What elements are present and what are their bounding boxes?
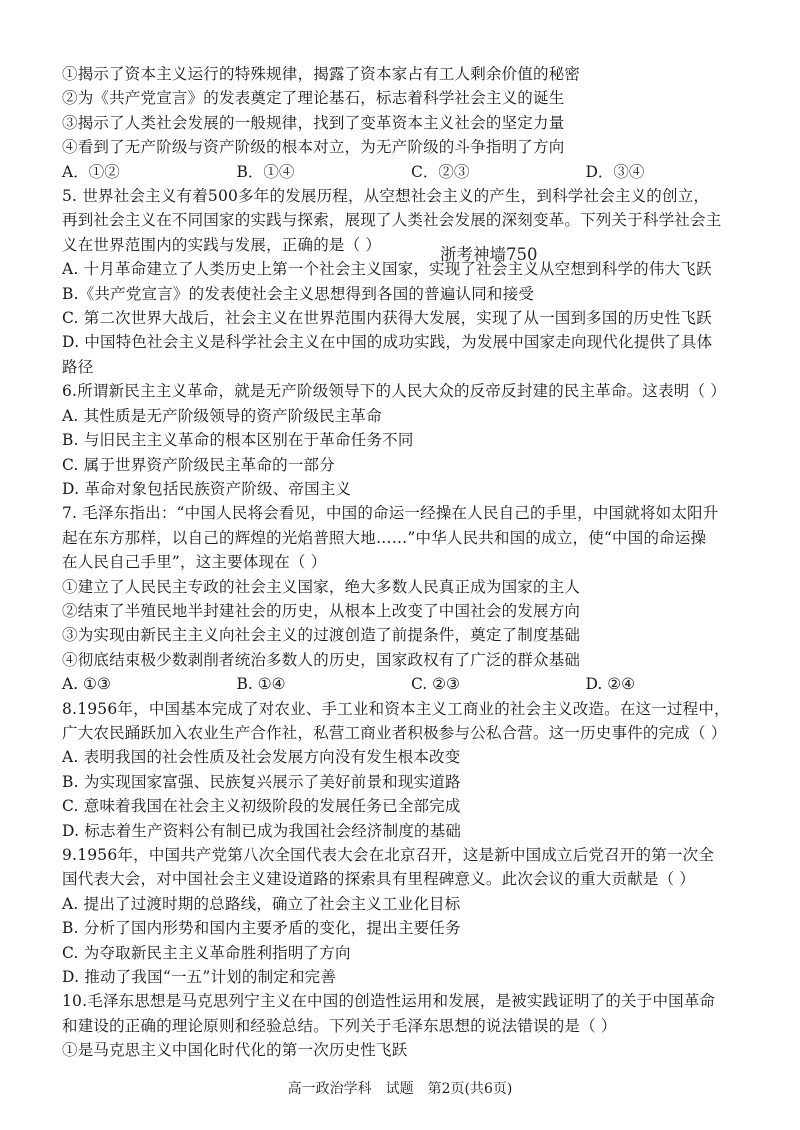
q8-option-d: D. 标志着生产资料公有制已成为我国社会经济制度的基础 xyxy=(62,821,462,840)
q8-stem-line: 广大农民踊跃加入农业生产合作社，私营工商业者积极参与公私合营。这一历史事件的完成（ ） xyxy=(62,723,727,742)
q7-stem-line: 起在东方那样，以自己的辉煌的光焰普照大地……”中华人民共和国的成立，使“中国的命运操 xyxy=(62,528,707,547)
q7-option-b: B. ①④ xyxy=(236,675,286,694)
q6-stem-line: 6.所谓新民主主义革命，就是无产阶级领导下的人民大众的反帝反封建的民主革命。这表明（ ） xyxy=(62,382,727,401)
q9-option-c: C. 为夺取新民主主义革命胜利指明了方向 xyxy=(62,943,351,962)
q4-option-b: B．①④ xyxy=(236,162,295,181)
q4-statement: ②为《共产党宣言》的发表奠定了理论基石，标志着科学社会主义的诞生 xyxy=(62,89,565,108)
q6-option-c: C. 属于世界资产阶级民主革命的一部分 xyxy=(62,455,335,474)
page-footer: 高一政治学科 试题 第2页(共6页) xyxy=(287,1081,513,1097)
q4-statements xyxy=(62,62,760,160)
q8-option-a: A. 表明我国的社会性质及社会发展方向没有发生根本改变 xyxy=(62,748,461,767)
q9-option-d: D. 推动了我国“一五”计划的制定和完善 xyxy=(62,968,337,987)
q4-statement: ③揭示了人类社会发展的一般规律，找到了变革资本主义社会的坚定力量 xyxy=(62,113,565,132)
q4-options xyxy=(62,160,760,184)
q4-statement: ④看到了无产阶级与资产阶级的根本对立，为无产阶级的斗争指明了方向 xyxy=(62,138,565,157)
q6-option-b: B. 与旧民主主义革命的根本区别在于革命任务不同 xyxy=(62,431,414,450)
q7-statement: ②结束了半殖民地半封建社会的历史，从根本上改变了中国社会的发展方向 xyxy=(62,601,581,620)
question-5 xyxy=(62,184,760,379)
q5-stem-line: 5. 世界社会主义有着500多年的发展历程，从空想社会主义的产生，到科学社会主义的创立， xyxy=(62,187,710,206)
watermark-text: 浙考神墙750 xyxy=(440,245,538,264)
q8-option-b: B. 为实现国家富强、民族复兴展示了美好前景和现实道路 xyxy=(62,772,461,791)
q9-option-b: B. 分析了国内形势和国内主要矛盾的变化，提出主要任务 xyxy=(62,919,461,938)
q9-option-a: A. 提出了过渡时期的总路线，确立了社会主义工业化目标 xyxy=(62,894,461,913)
q5-option-c: C. 第二次世界大战后，社会主义在世界范围内获得大发展，实现了从一国到多国的历史性飞跃 xyxy=(62,309,712,328)
q9-stem-line: 9.1956年，中国共产党第八次全国代表大会在北京召开，这是新中国成立后党召开的第一次全 xyxy=(62,846,715,864)
q5-option-d: D. 中国特色社会主义是科学社会主义在中国的成功实践，为发展中国家走向现代化提供了具体 xyxy=(62,333,713,352)
q7-statement: ③为实现由新民主主义向社会主义的过渡创造了前提条件，奠定了制度基础 xyxy=(62,626,581,645)
q5-stem-line: 再到社会主义在不同国家的实践与探索，展现了人类社会发展的深刻变革。下列关于科学社会主 xyxy=(62,211,722,230)
q10-stem-line: 10.毛泽东思想是马克思列宁主义在中国的创造性运用和发展，是被实践证明了的关于中国革命 xyxy=(62,992,716,1011)
q10-statement: ①是马克思主义中国化时代化的第一次历史性飞跃 xyxy=(62,1041,408,1060)
question-6 xyxy=(62,379,760,501)
q7-option-d: D. ②④ xyxy=(585,675,636,694)
question-7 xyxy=(62,501,760,696)
q5-stem-line: 义在世界范围内的实践与发展，正确的是（ ） xyxy=(62,235,382,254)
q4-option-a: A．①② xyxy=(62,162,120,181)
question-8 xyxy=(62,697,760,843)
q4-statement: ①揭示了资本主义运行的特殊规律，揭露了资本家占有工人剩余价值的秘密 xyxy=(62,65,581,83)
q6-option-d: D. 革命对象包括民族资产阶级、帝国主义 xyxy=(62,479,352,498)
question-9 xyxy=(62,843,760,989)
q7-option-c: C. ②③ xyxy=(411,675,460,694)
q4-option-d: D．③④ xyxy=(585,162,645,181)
question-10 xyxy=(62,989,760,1062)
q7-statement: ④彻底结束极少数剥削者统治多数人的历史，国家政权有了广泛的群众基础 xyxy=(62,650,581,669)
q7-options xyxy=(62,672,760,696)
q9-stem-line: 国代表大会，对中国社会主义建设道路的探索具有里程碑意义。此次会议的重大贡献是（ ） xyxy=(62,870,696,889)
q6-option-a: A. 其性质是无产阶级领导的资产阶级民主革命 xyxy=(62,406,382,425)
q7-statement: ①建立了人民民主专政的社会主义国家，绝大多数人民真正成为国家的主人 xyxy=(62,577,581,596)
q10-stem-line: 和建设的正确的理论原则和经验总结。下列关于毛泽东思想的说法错误的是（ ） xyxy=(62,1016,617,1035)
q7-option-a: A. ①③ xyxy=(62,675,111,694)
q7-stem-line: 在人民自己手里”，这主要体现在（ ） xyxy=(62,553,327,572)
q7-stem-line: 7. 毛泽东指出：“中国人民将会看见，中国的命运一经操在人民自己的手里，中国就将如太阳升 xyxy=(62,504,719,523)
q8-option-c: C. 意味着我国在社会主义初级阶段的发展任务已全部完成 xyxy=(62,797,461,816)
q5-option-a: A. 十月革命建立了人类历史上第一个社会主义国家，实现了社会主义从空想到科学的伟大飞跃 xyxy=(62,260,712,279)
q8-stem-line: 8.1956年，中国基本完成了对农业、手工业和资本主义工商业的社会主义改造。在这一过程中， xyxy=(62,699,730,718)
q5-option-d-continued: 路径 xyxy=(62,357,94,376)
q5-option-b: B.《共产党宣言》的发表使社会主义思想得到各国的普遍认同和接受 xyxy=(62,284,535,303)
q4-option-c: C．②③ xyxy=(411,162,470,181)
